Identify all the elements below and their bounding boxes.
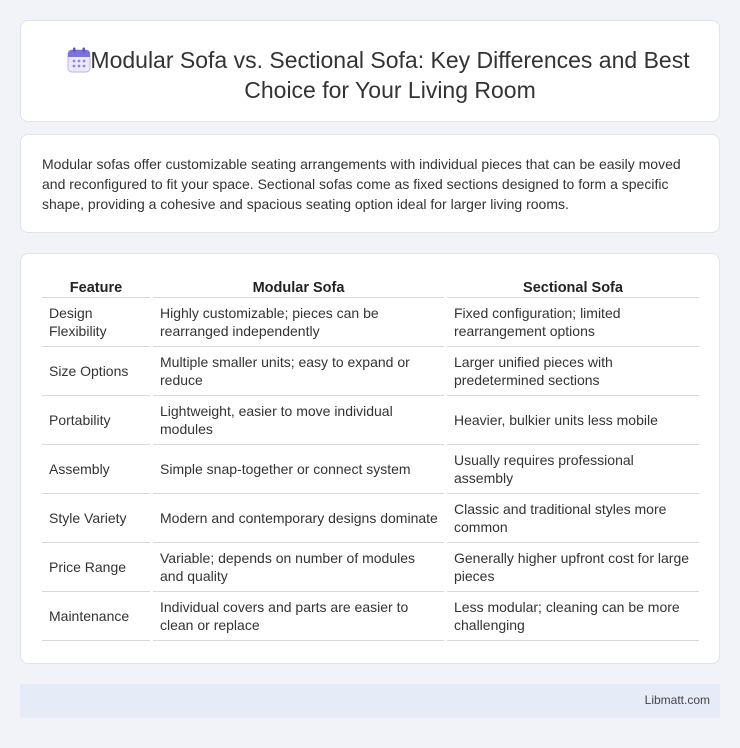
page-title: Modular Sofa vs. Sectional Sofa: Key Differences and Best Choice for Your Living Room bbox=[90, 47, 690, 103]
feature-cell: Portability bbox=[42, 396, 150, 445]
modular-cell: Simple snap-together or connect system bbox=[153, 445, 444, 494]
comparison-card bbox=[20, 253, 720, 664]
footer-site-link[interactable]: Libmatt.com bbox=[644, 693, 710, 707]
sectional-cell: Less modular; cleaning can be more challenging bbox=[447, 592, 699, 641]
header-modular-sofa: Modular Sofa bbox=[153, 278, 444, 298]
feature-cell: Maintenance bbox=[42, 592, 150, 641]
title-card bbox=[20, 20, 720, 122]
table-row bbox=[42, 494, 699, 543]
table-row bbox=[42, 592, 699, 641]
feature-cell: Design Flexibility bbox=[42, 298, 150, 347]
modular-cell: Individual covers and parts are easier to clean or replace bbox=[153, 592, 444, 641]
sectional-cell: Generally higher upfront cost for large pieces bbox=[447, 543, 699, 592]
feature-cell: Style Variety bbox=[42, 494, 150, 543]
modular-cell: Modern and contemporary designs dominate bbox=[153, 494, 444, 543]
sectional-cell: Classic and traditional styles more common bbox=[447, 494, 699, 543]
feature-cell: Assembly bbox=[42, 445, 150, 494]
table-header-row bbox=[42, 278, 699, 298]
modular-cell: Variable; depends on number of modules and quality bbox=[153, 543, 444, 592]
feature-cell: Size Options bbox=[42, 347, 150, 396]
table-row bbox=[42, 347, 699, 396]
comparison-table bbox=[42, 278, 699, 641]
modular-cell: Multiple smaller units; easy to expand or reduce bbox=[153, 347, 444, 396]
table-row bbox=[42, 543, 699, 592]
table-row bbox=[42, 396, 699, 445]
footer bbox=[20, 684, 720, 718]
summary-text: Modular sofas offer customizable seating arrangements with individual pieces that can be easily moved and reconfigured to fit your space. Sectional sofas come as fixed sections designed to form a specific shape, providing a cohesive and spacious seating option ideal for larger living rooms. bbox=[42, 156, 681, 212]
sectional-cell: Heavier, bulkier units less mobile bbox=[447, 396, 699, 445]
header-sectional-sofa: Sectional Sofa bbox=[447, 278, 699, 298]
header-feature: Feature bbox=[42, 278, 150, 298]
feature-cell: Price Range bbox=[42, 543, 150, 592]
modular-cell: Lightweight, easier to move individual modules bbox=[153, 396, 444, 445]
sectional-cell: Fixed configuration; limited rearrangement options bbox=[447, 298, 699, 347]
sectional-cell: Usually requires professional assembly bbox=[447, 445, 699, 494]
summary-card bbox=[20, 134, 720, 233]
table-row bbox=[42, 298, 699, 347]
sectional-cell: Larger unified pieces with predetermined sections bbox=[447, 347, 699, 396]
table-row bbox=[42, 445, 699, 494]
modular-cell: Highly customizable; pieces can be rearranged independently bbox=[153, 298, 444, 347]
